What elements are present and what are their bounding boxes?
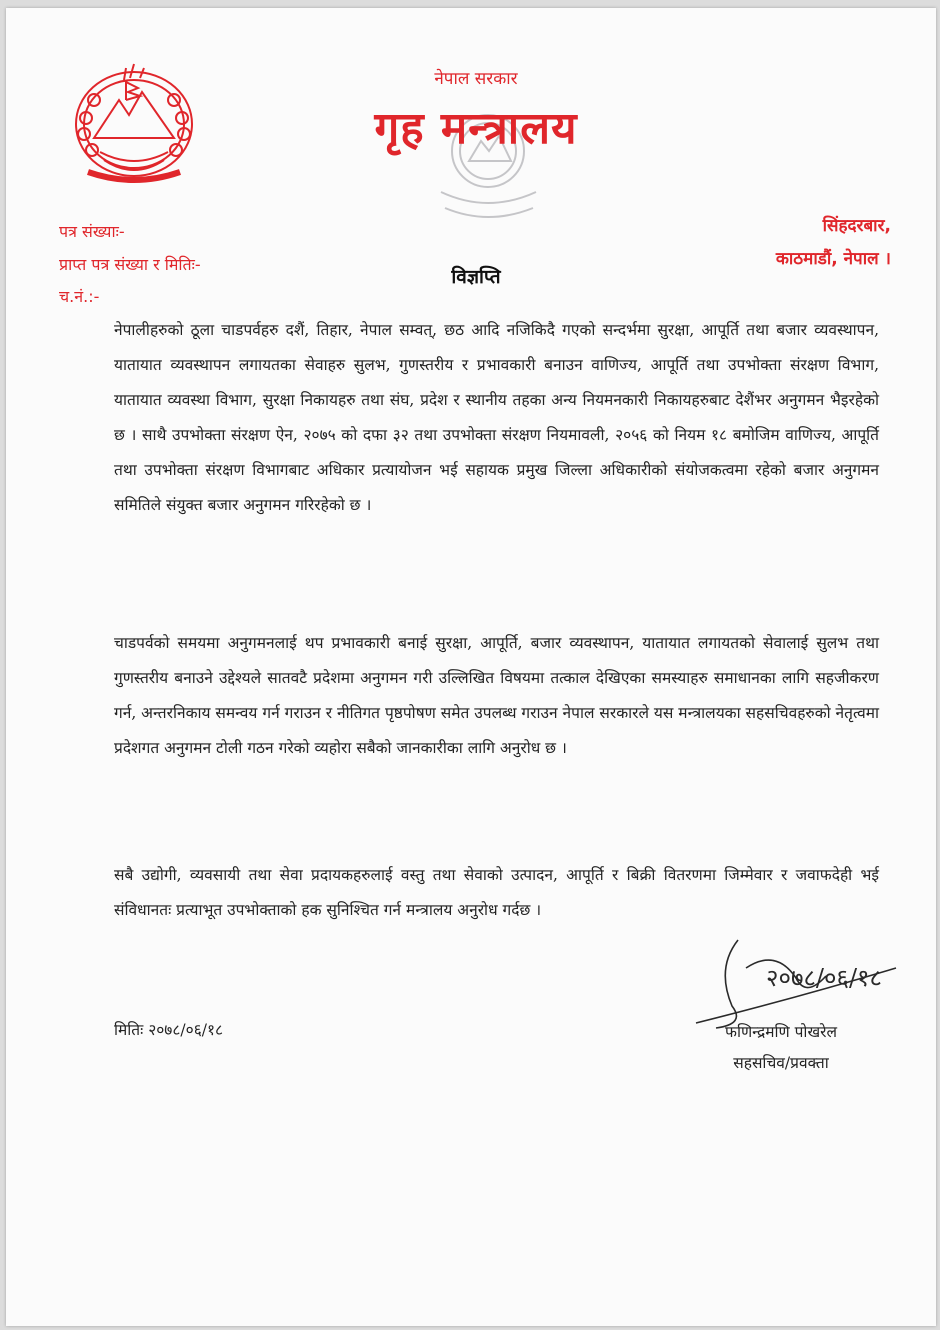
government-label: नेपाल सरकार: [434, 69, 518, 89]
received-letter-label: प्राप्त पत्र संख्या र मितिः-: [59, 255, 201, 274]
signer-name: फणिन्द्रमणि पोखरेल: [725, 1023, 837, 1041]
ministry-title: गृह मन्त्रालय: [374, 103, 578, 154]
letter-number-label: पत्र संख्याः-: [59, 222, 125, 241]
signer-designation: सहसचिव/प्रवक्ता: [733, 1054, 829, 1072]
document-page: [6, 8, 936, 1326]
body-paragraph-1: नेपालीहरुको ठूला चाडपर्वहरु दशैं, तिहार, नेपाल सम्वत्, छठ आदि नजिकिदै गएको सन्दर्भमा सुरक्षा, आपूर्ति तथा बजार व्यवस्थापन, यातायात व्यवस्थापन लगायतका सेवाहरु सुलभ, गुणस्तरीय र प्रभावकारी बनाउन वाणिज्य, आपूर्ति तथा उपभोक्ता संरक्षण विभाग, यातायात व्यवस्था विभाग, सुरक्षा निकायहरु तथा संघ, प्रदेश र स्थानीय तहका अन्य नियमनकारी निकायहरुबाट देशैंभर अनुगमन भैइरहेको छ । साथै उपभोक्ता संरक्षण ऐन, २०७५ को दफा ३२ तथा उपभोक्ता संरक्षण नियमावली, २०५६ को नियम १८ बमोजिम वाणिज्य, आपूर्ति तथा उपभोक्ता संरक्षण विभागबाट अधिकार प्रत्यायोजन भई सहायक प्रमुख जिल्ला अधिकारीको संयोजकत्वमा रहेको बजार अनुगमन समितिले संयुक्त बजार अनुगमन गरिरहेको छ ।: [114, 321, 879, 514]
dispatch-number-label: च.नं.:-: [59, 287, 100, 306]
address-line-1: सिंहदरबार,: [822, 216, 891, 236]
notice-date: मितिः २०७८/०६/१८: [114, 1021, 224, 1039]
address-line-2: काठमाडौं, नेपाल ।: [775, 249, 891, 269]
signature-date: २०७८/०६/१८: [766, 964, 883, 992]
body-paragraph-3: सबै उद्योगी, व्यवसायी तथा सेवा प्रदायकहरुलाई वस्तु तथा सेवाको उत्पादन, आपूर्ति र बिक्री वितरणमा जिम्मेवार र जवाफदेही भई संविधानतः प्रत्याभूत उपभोक्ताको हक सुनिश्चित गर्न मन्त्रालय अनुरोध गर्दछ ।: [114, 866, 879, 919]
notice-title: विज्ञप्ति: [451, 266, 501, 288]
body-paragraph-2: चाडपर्वको समयमा अनुगमनलाई थप प्रभावकारी बनाई सुरक्षा, आपूर्ति, बजार व्यवस्थापन, यातायात लगायतको सेवालाई सुलभ तथा गुणस्तरीय बनाउने उद्देश्यले सातवटै प्रदेशमा अनुगमन गरी उल्लिखित विषयमा तत्काल देखिएका समस्याहरु समाधानका लागि सहजीकरण गर्न, अन्तरनिकाय समन्वय गर्न गराउन र नीतिगत पृष्ठपोषण समेत उपलब्ध गराउन नेपाल सरकारले यस मन्त्रालयका सहसचिवहरुको नेतृत्वमा प्रदेशगत अनुगमन टोली गठन गरेको व्यहोरा सबैको जानकारीका लागि अनुरोध छ ।: [114, 634, 879, 757]
